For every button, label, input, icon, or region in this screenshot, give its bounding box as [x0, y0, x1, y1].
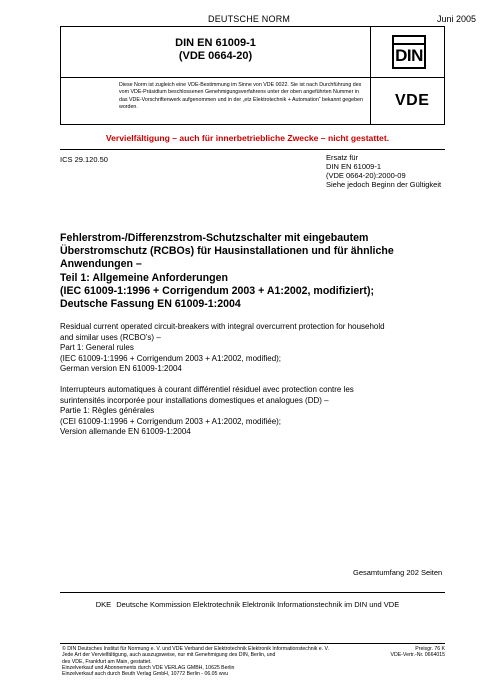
divider-bottom: [60, 592, 445, 593]
title-line: (IEC 61009-1:1996 + Corrigendum 2003 + A1:2002, modified);: [60, 353, 282, 363]
replacement-line: DIN EN 61009-1: [326, 161, 382, 171]
vde-note: Diese Norm ist zugleich eine VDE-Bestimmung im Sinne von VDE 0022. Sie ist nach Durchführung des vom VDE-Präsidium beschlossenen Genehmigungsverfahrens unter der oben angeführten Nummer in das VDE-Vorschriftenwerk aufgenommen und in der „etz Elektrotechnik + Automation“ bekannt gegeben worden.: [119, 82, 363, 111]
title-german: [60, 232, 460, 311]
divider-footer: [60, 643, 445, 644]
dke-abbreviation: DKE: [95, 600, 112, 609]
title-line: Teil 1: Allgemeine Anforderungen: [60, 271, 228, 284]
footer-line: Einzelverkauf und Abonnements durch VDE VERLAG GMBH, 10625 Berlin: [62, 664, 235, 671]
dke-name: Deutsche Kommission Elektrotechnik Elektronik Informationstechnik im DIN und VDE: [116, 600, 400, 609]
title-line: Anwendungen –: [60, 258, 142, 271]
title-line: Überstromschutz (RCBOs) für Hausinstallationen und für ähnliche: [60, 245, 394, 258]
replacement-line: Siehe jedoch Beginn der Gültigkeit: [326, 179, 442, 189]
din-logo: [392, 35, 426, 69]
price-group: Preisgr. 76 K: [415, 646, 445, 652]
title-line: and similar uses (RCBO’s) –: [60, 332, 161, 342]
din-logo-text: DIN: [395, 46, 423, 65]
title-line: Interrupteurs automatiques à courant différentiel résiduel avec protection contre les: [60, 385, 354, 394]
issue-date: Juni 2005: [437, 14, 477, 24]
copyright-notice: [62, 646, 382, 677]
title-french: [60, 385, 460, 438]
norm-label: DEUTSCHE NORM: [208, 14, 291, 24]
vde-logo: VDE: [395, 92, 430, 109]
price-info: [390, 646, 445, 659]
header-divider: [370, 27, 371, 77]
footer-line: © DIN Deutsches Institut für Normung e. V. und VDE Verband der Elektrotechnik Elektronik Informationstechnik e. V.: [62, 646, 329, 652]
replacement-line: (VDE 0664-20):2000-09: [326, 170, 406, 180]
title-english: [60, 322, 460, 375]
vde-sales-number: VDE-Vertr.-Nr. 0664015: [390, 652, 445, 659]
ics-code: ICS 29.120.50: [60, 155, 108, 164]
title-line: Residual current operated circuit-breakers with integral overcurrent protection for household: [60, 322, 385, 331]
din-logo-bar: [394, 43, 424, 45]
title-line: Fehlerstrom-/Differenzstrom-Schutzschalter mit eingebautem: [60, 232, 369, 244]
document-number: DIN EN 61009-1: [175, 37, 256, 49]
divider-top: [60, 149, 445, 150]
vde-divider: [370, 78, 371, 124]
replacement-line: Ersatz für: [326, 153, 359, 162]
title-line: surintensités incorporée pour installations domestiques et analogues (DD) –: [60, 395, 329, 405]
footer-line: Einzelverkauf auch durch Beuth Verlag GmbH, 10772 Berlin - 06.05 wvu: [62, 671, 229, 678]
title-line: German version EN 61009-1:2004: [60, 364, 182, 374]
dke-line: [0, 600, 495, 609]
title-line: (IEC 61009-1:1996 + Corrigendum 2003 + A1:2002, modifiziert);: [60, 284, 375, 297]
title-line: Version allemande EN 61009-1:2004: [60, 427, 191, 437]
replacement-info: [326, 154, 441, 190]
copy-warning: Vervielfältigung – auch für innerbetriebliche Zwecke – nicht gestattet.: [105, 133, 390, 143]
header-box: [60, 26, 445, 78]
page-count: Gesamtumfang 202 Seiten: [353, 568, 443, 577]
footer-line: Jede Art der Vervielfältigung, auch auszugsweise, nur mit Genehmigung des DIN, Berlin, und: [62, 652, 276, 659]
title-line: Deutsche Fassung EN 61009-1:2004: [60, 298, 241, 311]
title-line: (CEI 61009-1:1996 + Corrigendum 2003 + A1:2002, modifiée);: [60, 416, 282, 426]
vde-classification: (VDE 0664-20): [178, 50, 253, 62]
title-line: Part 1: General rules: [60, 343, 134, 353]
title-line: Partie 1: Règles générales: [60, 406, 155, 416]
vde-box: [60, 78, 445, 125]
footer-line: des VDE, Frankfurt am Main, gestattet.: [62, 658, 152, 665]
